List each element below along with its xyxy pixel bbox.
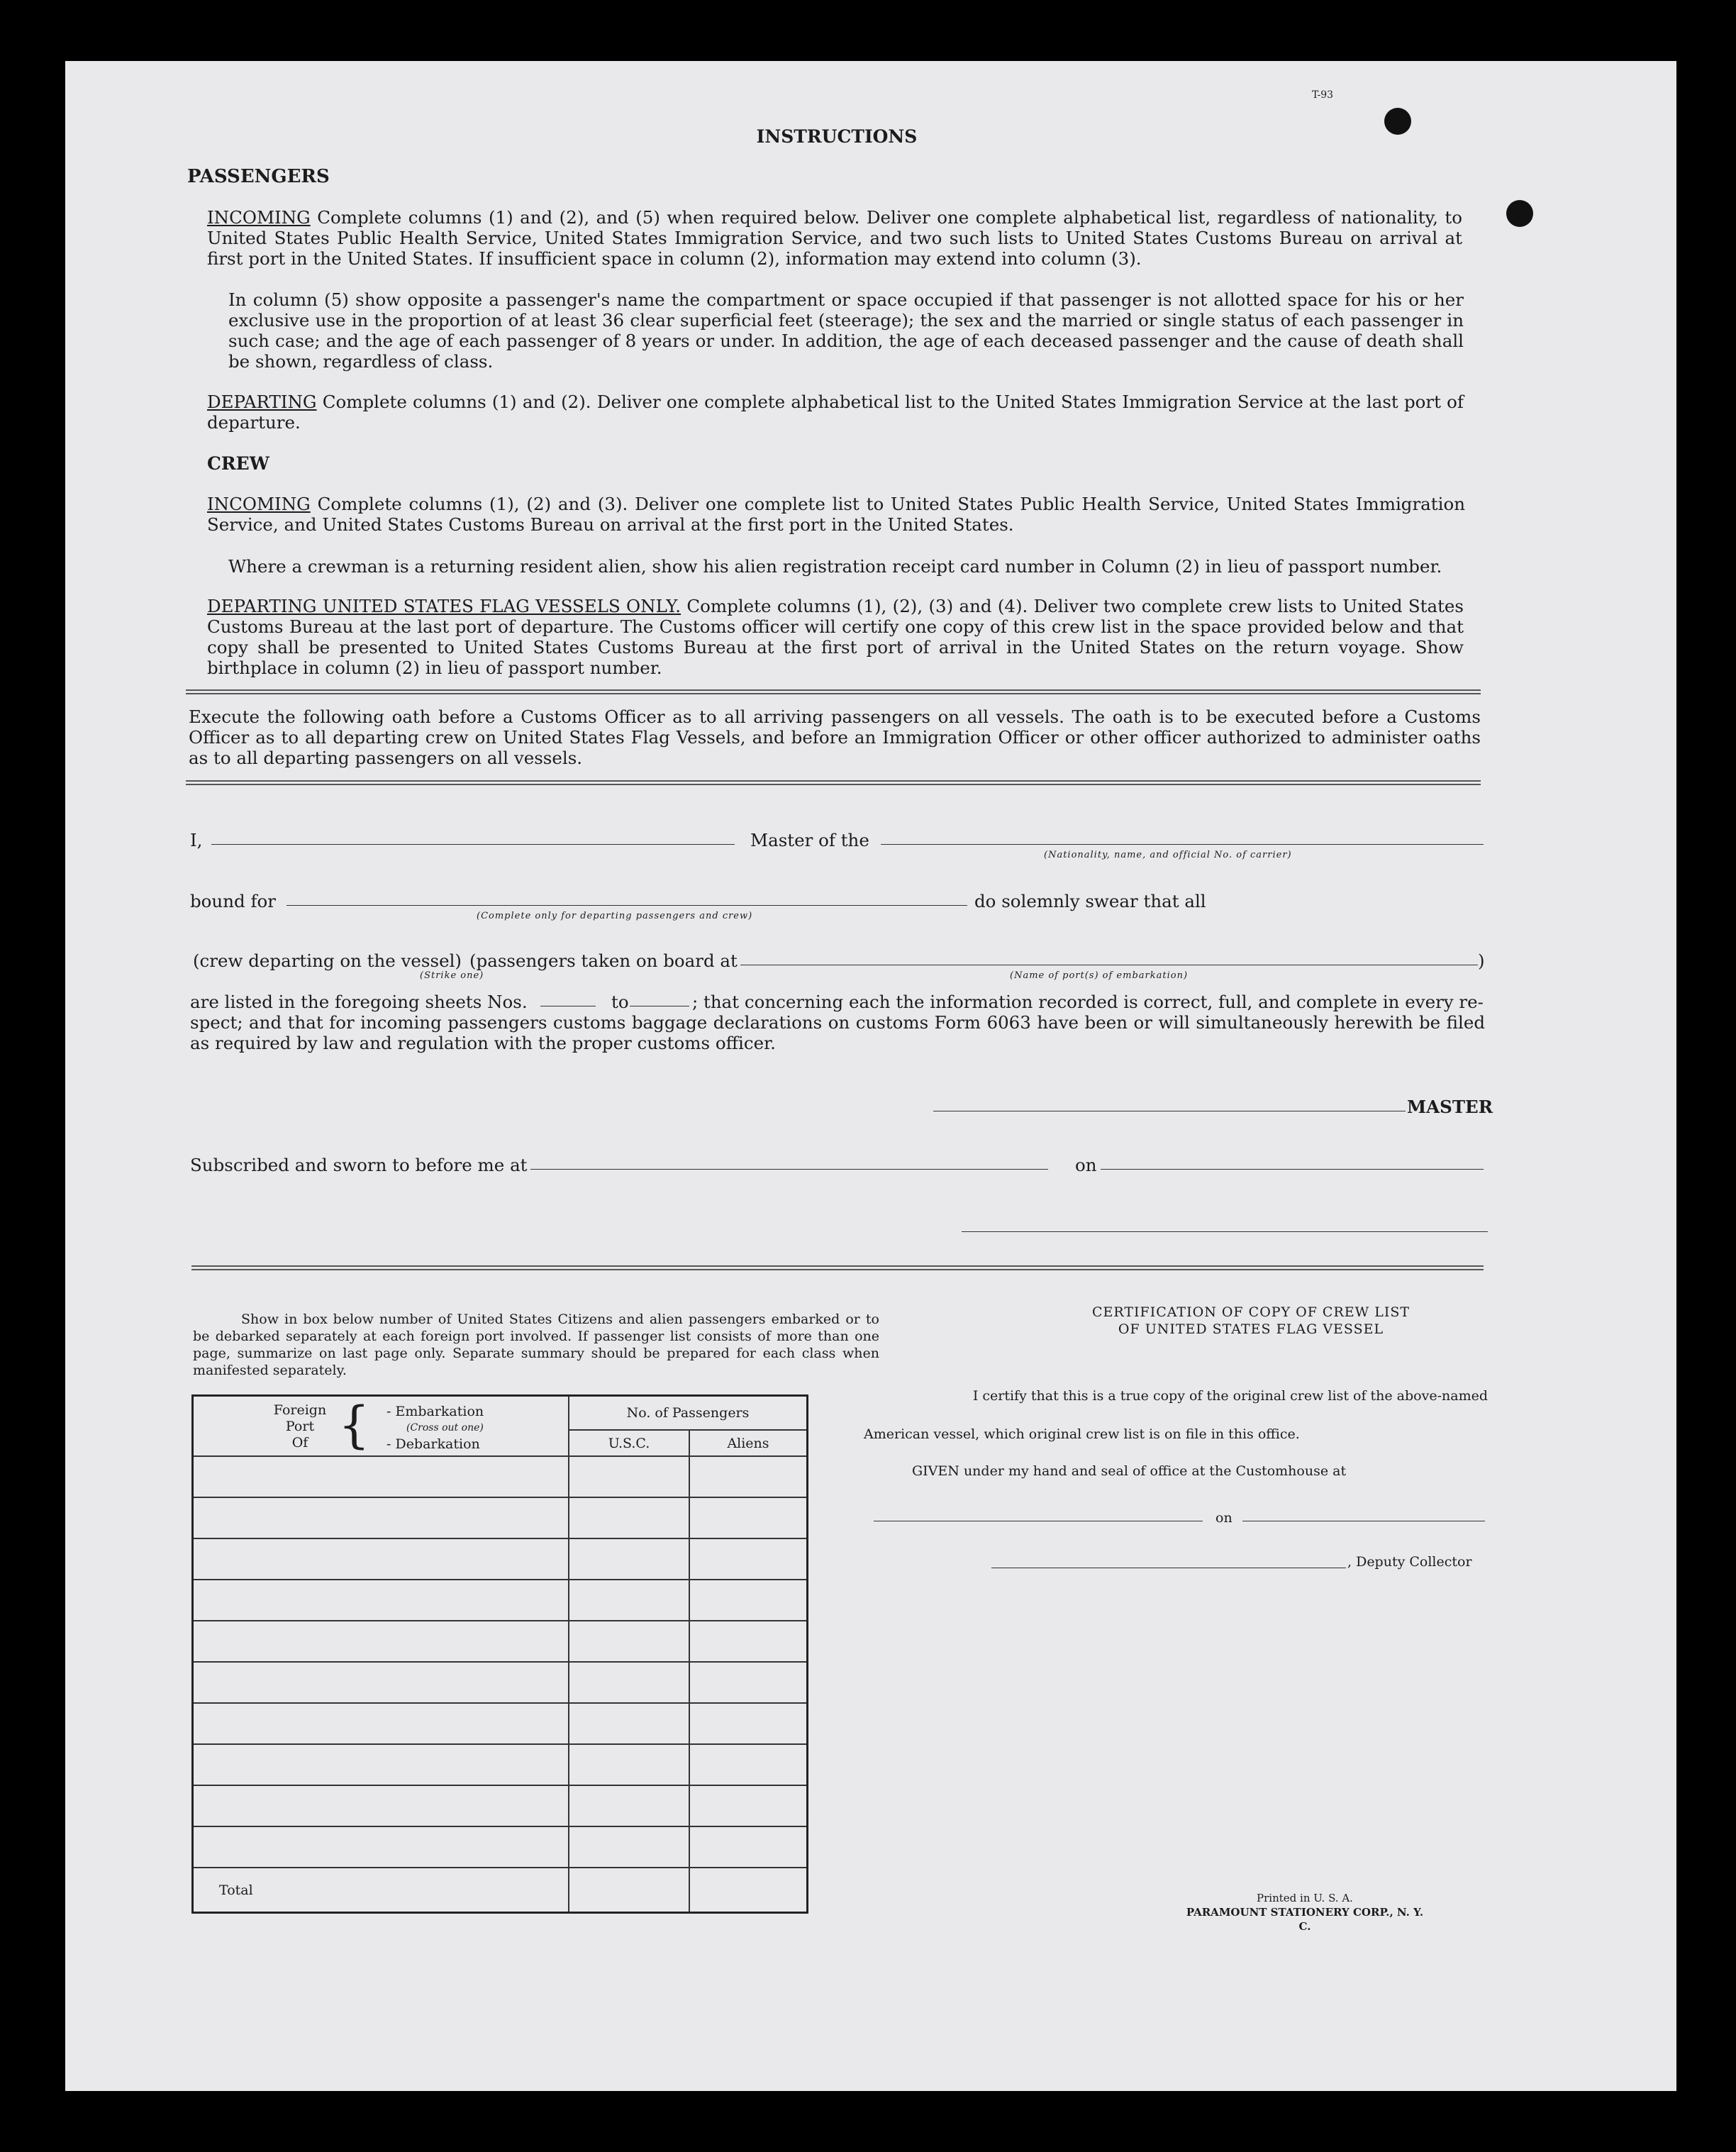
bound-for-field[interactable]	[286, 905, 967, 906]
cross-out-caption: (Cross out one)	[406, 1422, 484, 1433]
vessel-field[interactable]	[881, 844, 1484, 845]
port-label: Port	[285, 1419, 315, 1434]
cert-on-label: on	[1215, 1510, 1233, 1526]
summary-row	[193, 1580, 808, 1621]
port-cell[interactable]	[193, 1703, 569, 1744]
aliens-cell[interactable]	[689, 1538, 808, 1580]
oath-instructions: Execute the following oath before a Customs Officer as to all arriving passengers on all vessels. The oath is to be executed before a Customs Officer as to all departing crew on United States Flag Vessels, and before an Immigration Officer or other officer authorized to administer oaths as to all departing passengers on all vessels.	[189, 706, 1481, 768]
passengers-incoming-paragraph	[207, 207, 1462, 269]
crew-resident-paragraph: Where a crewman is a returning resident alien, show his alien registration receipt card number in Column (2) in lieu of passport number.	[228, 556, 1442, 577]
port-cell[interactable]	[193, 1826, 569, 1868]
aliens-cell[interactable]	[689, 1456, 808, 1497]
summary-row	[193, 1456, 808, 1497]
passengers-column5-paragraph: In column (5) show opposite a passenger's name the compartment or space occupied if that passenger is not allotted space for his or her exclusive use in the proportion of at least 36 clear superficial feet (steerage); the sex and the married or single status of each passenger in such case; and the age of each passenger of 8 years or under. In addition, the age of each deceased passenger and the cause of death shall be shown, regardless of class.	[228, 289, 1464, 372]
punch-hole	[1506, 200, 1533, 227]
debarkation-option[interactable]: - Debarkation	[386, 1436, 480, 1452]
usc-cell[interactable]	[569, 1744, 689, 1785]
close-paren: )	[1478, 950, 1485, 971]
total-aliens-cell[interactable]	[689, 1868, 808, 1912]
summary-row	[193, 1785, 808, 1826]
summary-row	[193, 1744, 808, 1785]
printer-imprint	[1184, 1891, 1425, 1934]
officer-signature-field[interactable]	[962, 1231, 1488, 1232]
summary-row	[193, 1497, 808, 1538]
listed-text-c: spect; and that for incoming passengers customs baggage declarations on customs Form 6063 have been or will simultaneously herewith be filed as required by law and regulation with the proper customs officer.	[190, 1012, 1485, 1053]
port-cell[interactable]	[193, 1580, 569, 1621]
divider	[191, 1265, 1484, 1270]
summary-row	[193, 1662, 808, 1703]
certify-line1: I certify that this is a true copy of the original crew list of the above-named	[972, 1388, 1488, 1404]
certification-title-line2: OF UNITED STATES FLAG VESSEL	[1118, 1321, 1384, 1337]
brace-icon: {	[338, 1396, 370, 1454]
passengers-incoming-label: INCOMING	[207, 207, 311, 228]
total-label: Total	[193, 1868, 569, 1912]
certify-line2: American vessel, which original crew list is on file in this office.	[864, 1426, 1300, 1442]
aliens-header: Aliens	[689, 1430, 808, 1456]
master-of-the-label: Master of the	[750, 830, 869, 850]
passengers-incoming-text: Complete columns (1) and (2), and (5) when required below. Deliver one complete alphabetical list, regardless of nationality, to United States Public Health Service, United States Immigration Service, and two such lists to United States Customs Bureau on arrival at first port in the United States. If insufficient space in column (2), information may extend into column (3).	[207, 207, 1462, 269]
sworn-on-label: on	[1075, 1155, 1097, 1175]
port-cell[interactable]	[193, 1744, 569, 1785]
ports-caption: (Name of port(s) of embarkation)	[1010, 970, 1189, 981]
crew-departing-option[interactable]: (crew departing on the vessel)	[193, 950, 462, 971]
crew-heading: CREW	[207, 453, 269, 474]
summary-row	[193, 1703, 808, 1744]
usc-header: U.S.C.	[569, 1430, 689, 1456]
certification-title	[996, 1304, 1506, 1338]
port-cell[interactable]	[193, 1456, 569, 1497]
usc-cell[interactable]	[569, 1456, 689, 1497]
passengers-departing-text: Complete columns (1) and (2). Deliver one complete alphabetical list to the United States Immigration Service at the last port of departure.	[207, 392, 1464, 433]
crew-incoming-text: Complete columns (1), (2) and (3). Deliver one complete list to United States Public Health Service, United States Immigration Service, and United States Customs Bureau on arrival at the first port in the United States.	[207, 494, 1466, 535]
form-sheet	[65, 61, 1676, 2091]
listed-text-b: ; that concerning each the information recorded is correct, full, and complete in every re-	[692, 992, 1484, 1012]
master-label: MASTER	[1407, 1097, 1493, 1117]
port-cell[interactable]	[193, 1662, 569, 1703]
given-line: GIVEN under my hand and seal of office at the Customhouse at	[912, 1463, 1347, 1479]
aliens-cell[interactable]	[689, 1662, 808, 1703]
summary-row	[193, 1826, 808, 1868]
divider	[186, 780, 1481, 785]
crew-departing-label: DEPARTING UNITED STATES FLAG VESSELS ONLY.	[207, 596, 681, 616]
foreign-label: Foreign	[273, 1402, 327, 1418]
summary-row	[193, 1621, 808, 1662]
total-usc-cell[interactable]	[569, 1868, 689, 1912]
sworn-date-field[interactable]	[1101, 1169, 1484, 1170]
passengers-heading: PASSENGERS	[187, 166, 330, 187]
crew-incoming-paragraph	[207, 494, 1465, 535]
usc-cell[interactable]	[569, 1580, 689, 1621]
usc-cell[interactable]	[569, 1662, 689, 1703]
usc-cell[interactable]	[569, 1497, 689, 1538]
printed-in-usa: Printed in U. S. A.	[1257, 1892, 1353, 1904]
summary-row	[193, 1538, 808, 1580]
port-cell[interactable]	[193, 1497, 569, 1538]
oath-i-label: I,	[190, 830, 203, 850]
master-name-field[interactable]	[211, 844, 735, 845]
passengers-departing-paragraph	[207, 392, 1464, 433]
aliens-cell[interactable]	[689, 1580, 808, 1621]
crew-incoming-label: INCOMING	[207, 494, 311, 514]
passengers-departing-label: DEPARTING	[207, 392, 317, 412]
printer-company: PARAMOUNT STATIONERY CORP., N. Y. C.	[1186, 1906, 1424, 1933]
complete-only-caption: (Complete only for departing passengers and crew)	[477, 911, 753, 921]
strike-one-caption: (Strike one)	[420, 970, 484, 981]
listed-to: to	[611, 992, 629, 1012]
page-title: INSTRUCTIONS	[756, 126, 918, 147]
aliens-cell[interactable]	[689, 1621, 808, 1662]
summary-instructions: Show in box below number of United States Citizens and alien passengers embarked or to be debarked separately at each foreign port involved. If passenger list consists of more than one page, summarize on last page only. Separate summary should be prepared for each class when manifested separately.	[193, 1311, 879, 1378]
crew-departing-text: Complete columns (1), (2), (3) and (4). Deliver two complete crew lists to United States Customs Bureau at the last port of departure. The Customs officer will certify one copy of this crew list in the space provided below and that copy shall be presented to United States Customs Bureau at the first port of arrival in the United States on the return voyage. Show birthplace in column (2) in lieu of passport number.	[207, 596, 1464, 678]
aliens-cell[interactable]	[689, 1785, 808, 1826]
no-passengers-header: No. of Passengers	[569, 1396, 808, 1431]
corner-mark: T-93	[1312, 89, 1334, 101]
usc-cell[interactable]	[569, 1785, 689, 1826]
aliens-cell[interactable]	[689, 1826, 808, 1868]
aliens-cell[interactable]	[689, 1497, 808, 1538]
sworn-place-field[interactable]	[530, 1169, 1048, 1170]
passenger-summary-table	[191, 1394, 808, 1914]
certification-title-line1: CERTIFICATION OF COPY OF CREW LIST	[1091, 1304, 1410, 1320]
usc-cell[interactable]	[569, 1538, 689, 1580]
subscribed-label: Subscribed and sworn to before me at	[190, 1155, 528, 1175]
port-header-cell	[193, 1396, 569, 1457]
crew-departing-paragraph	[207, 596, 1464, 678]
nationality-caption: (Nationality, name, and official No. of carrier)	[1044, 850, 1292, 860]
port-cell[interactable]	[193, 1621, 569, 1662]
port-cell[interactable]	[193, 1785, 569, 1826]
bound-for-label: bound for	[190, 891, 276, 911]
usc-cell[interactable]	[569, 1703, 689, 1744]
divider	[186, 689, 1481, 694]
of-label: Of	[291, 1435, 308, 1451]
port-cell[interactable]	[193, 1538, 569, 1580]
usc-cell[interactable]	[569, 1826, 689, 1868]
swear-text: do solemnly swear that all	[974, 891, 1206, 911]
listed-text-a: are listed in the foregoing sheets Nos.	[190, 992, 528, 1012]
usc-cell[interactable]	[569, 1621, 689, 1662]
aliens-cell[interactable]	[689, 1744, 808, 1785]
passengers-taken-option[interactable]: (passengers taken on board at	[469, 950, 738, 971]
embarkation-option[interactable]: - Embarkation	[386, 1404, 484, 1419]
deputy-collector-label: , Deputy Collector	[1347, 1554, 1472, 1570]
aliens-cell[interactable]	[689, 1703, 808, 1744]
